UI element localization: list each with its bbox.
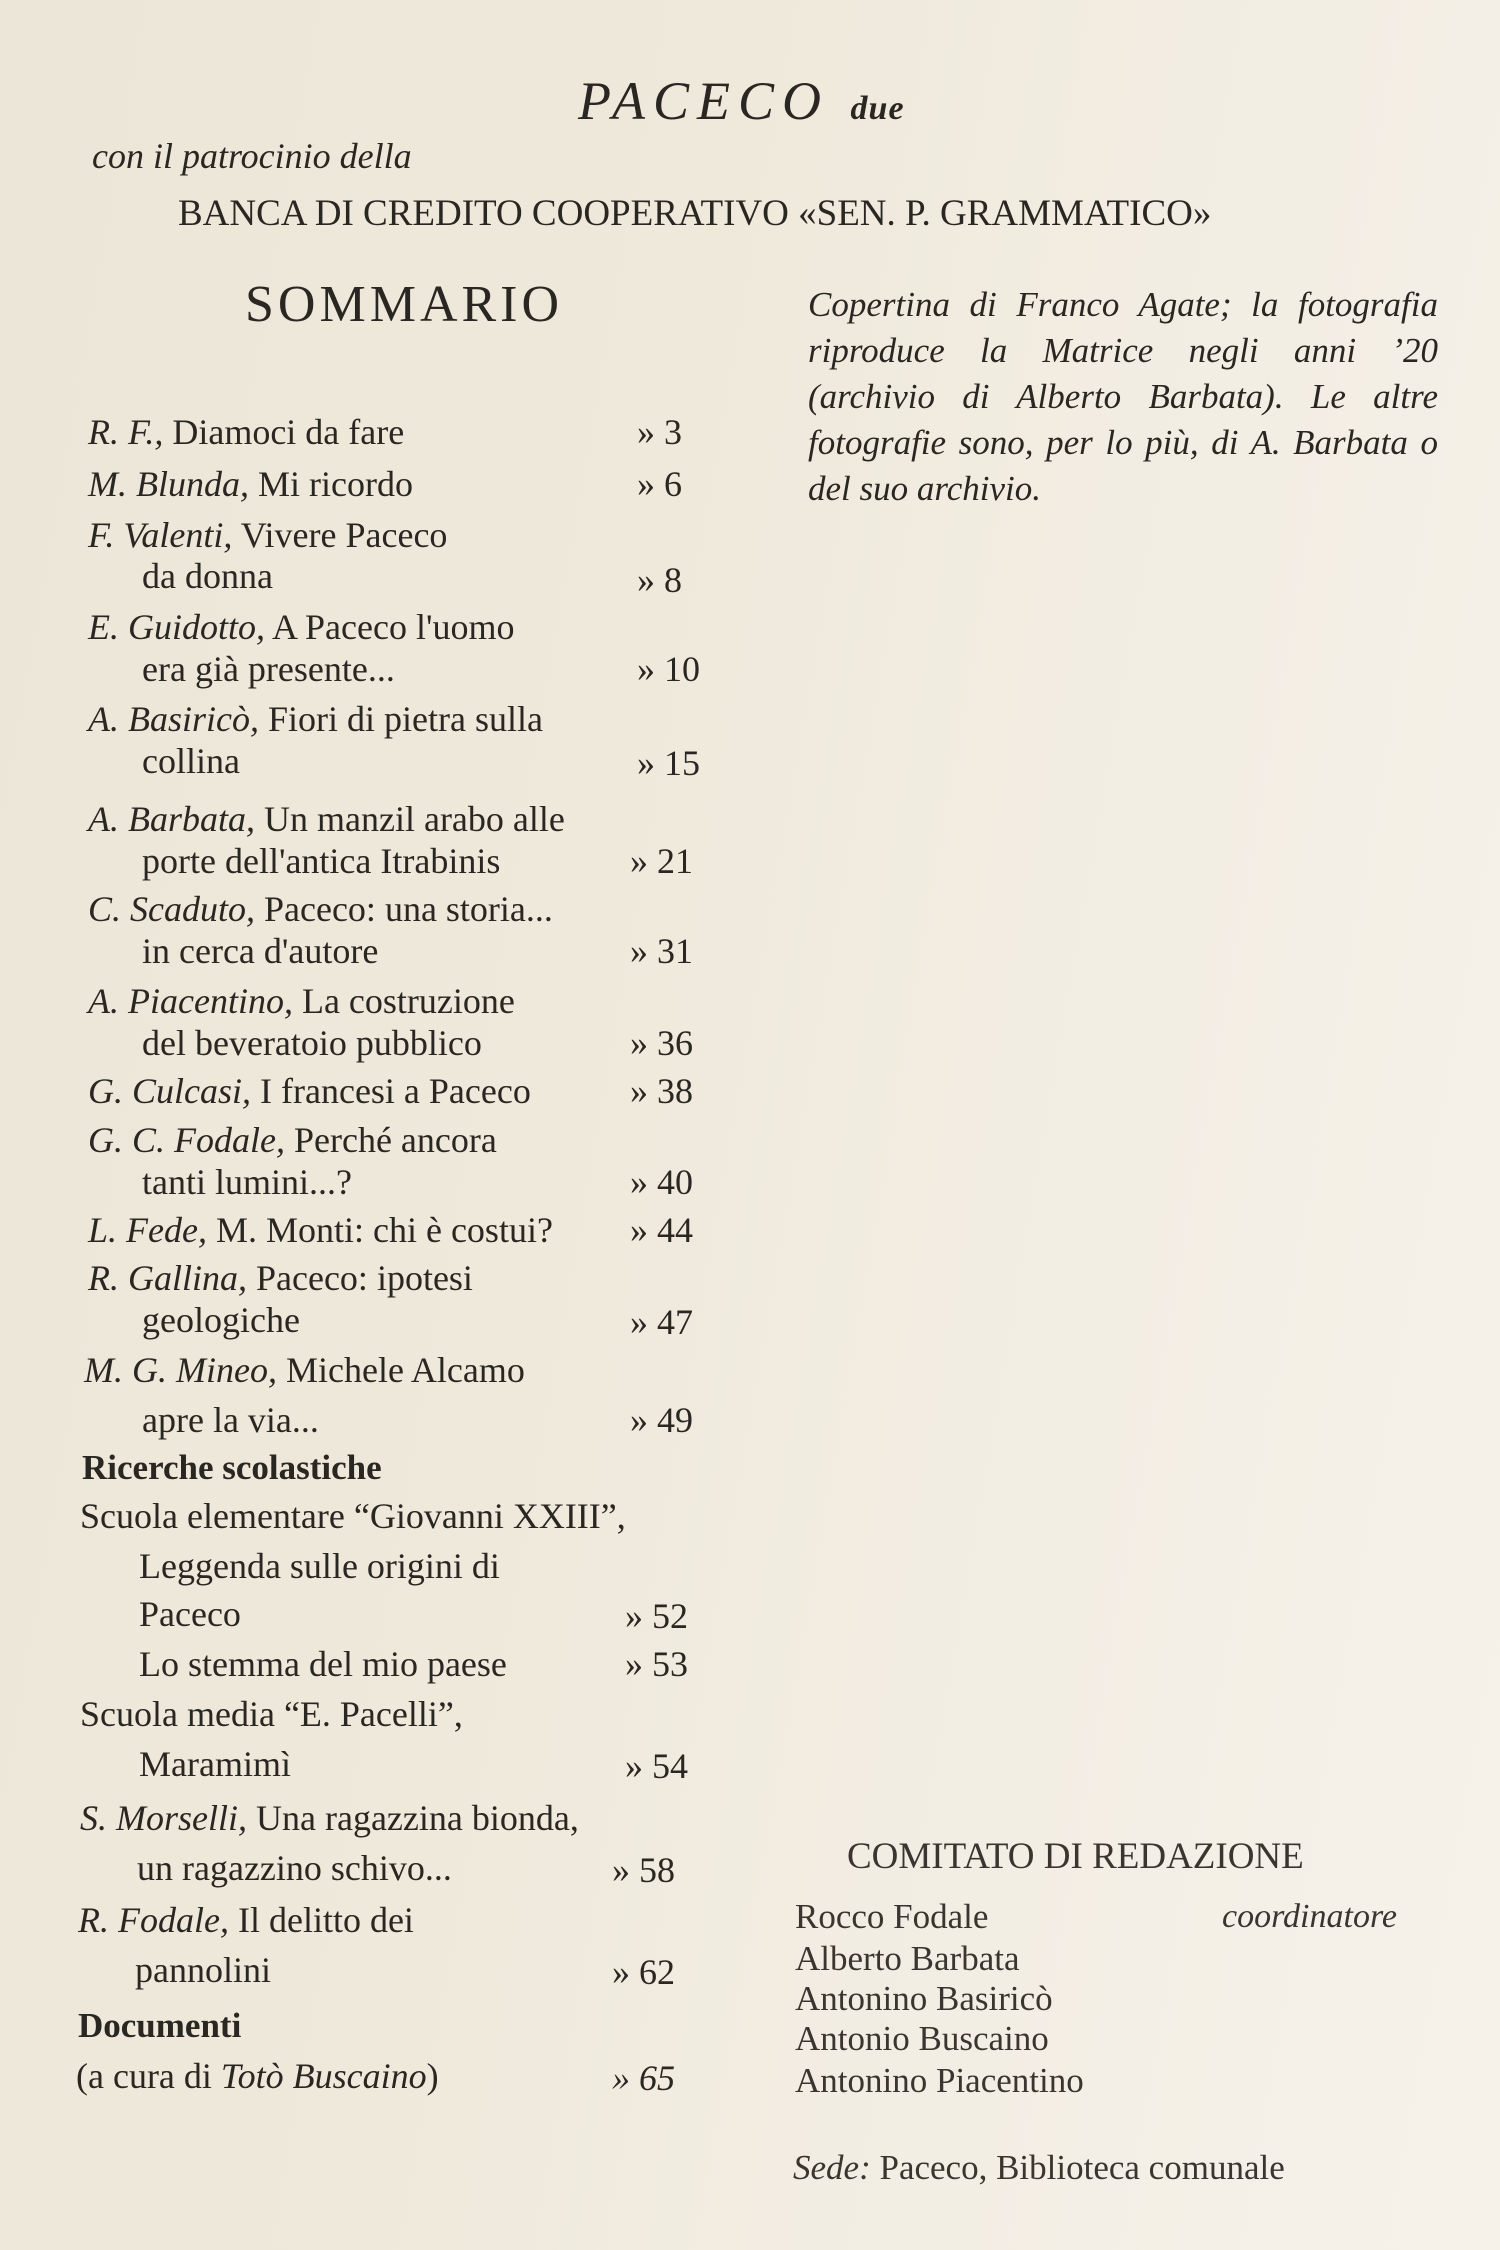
toc-title-cont: in cerca d'autore: [142, 931, 379, 971]
toc-title: Leggenda sulle origini di: [139, 1546, 500, 1586]
middle-school: Scuola media “E. Pacelli”,: [80, 1694, 463, 1734]
committee-member: Antonio Buscaino: [795, 2019, 1049, 2058]
toc-author: L. Fede,: [88, 1210, 207, 1250]
toc-title: Perché ancora: [293, 1120, 497, 1160]
seat-value: Paceco, Biblioteca comunale: [879, 2148, 1285, 2187]
toc-title-cont: un ragazzino schivo...: [137, 1848, 452, 1888]
toc-page: » 58: [612, 1850, 675, 1890]
toc-entry: [88, 797, 565, 841]
committee-member: Antonino Piacentino: [795, 2061, 1084, 2100]
toc-title-cont: Paceco: [139, 1594, 241, 1634]
toc-entry: [88, 410, 404, 454]
toc-title: Paceco: una storia...: [264, 889, 553, 929]
toc-page: » 8: [637, 560, 682, 600]
toc-author: R. Gallina,: [88, 1258, 247, 1298]
toc-entry: [78, 1898, 414, 1942]
toc-title: Lo stemma del mio paese: [139, 1644, 507, 1684]
toc-page: » 36: [630, 1023, 693, 1063]
toc-entry: [88, 1208, 553, 1252]
toc-author: R. F.,: [88, 412, 164, 452]
toc-author: M. Blunda,: [88, 464, 249, 504]
coordinator-label: coordinatore: [1222, 1898, 1398, 1935]
toc-entry: [88, 462, 413, 506]
toc-page: » 31: [630, 931, 693, 971]
toc-title: Diamoci da fare: [172, 412, 405, 452]
toc-entry: [80, 1796, 579, 1840]
committee-member: Antonino Basiricò: [795, 1979, 1053, 2018]
toc-page: » 38: [630, 1071, 693, 1111]
toc-author: R. Fodale,: [78, 1900, 229, 1940]
toc-title: Il delitto dei: [237, 1900, 414, 1940]
toc-title: Vivere Paceco: [240, 515, 448, 555]
toc-title: Una ragazzina bionda,: [256, 1798, 579, 1838]
toc-author: G. Culcasi,: [88, 1071, 252, 1111]
toc-author: M. G. Mineo,: [84, 1350, 277, 1390]
toc-entry: [88, 1069, 531, 1113]
toc-title-cont: geologiche: [142, 1300, 300, 1340]
committee-member: Alberto Barbata: [795, 1939, 1020, 1978]
toc-entry: [88, 1118, 497, 1162]
toc-author: E. Guidotto,: [88, 607, 265, 647]
toc-title-cont: del beveratoio pubblico: [142, 1023, 482, 1063]
toc-author: F. Valenti,: [88, 515, 233, 555]
toc-title-cont: collina: [142, 741, 240, 781]
toc-page: » 65: [612, 2058, 675, 2098]
toc-title: Maramimì: [139, 1744, 291, 1784]
toc-title-cont: tanti lumini...?: [142, 1162, 352, 1202]
toc-title: La costruzione: [301, 981, 515, 1021]
toc-title: Paceco: ipotesi: [256, 1258, 473, 1298]
school-research-heading: Ricerche scolastiche: [82, 1448, 382, 1487]
toc-entry: [88, 605, 514, 649]
toc-title-cont: da donna: [142, 556, 273, 596]
toc-title-cont: apre la via...: [142, 1400, 319, 1440]
documents-editor-line: (a cura di Totò Buscaino): [76, 2056, 439, 2096]
toc-title: Fiori di pietra sulla: [267, 699, 543, 739]
toc-page: » 47: [630, 1302, 693, 1342]
committee-heading: COMITATO DI REDAZIONE: [847, 1836, 1304, 1877]
toc-author: C. Scaduto,: [88, 889, 255, 929]
seat-label: Sede:: [793, 2148, 871, 2187]
toc-entry: [88, 887, 553, 931]
committee-member: Rocco Fodale: [795, 1897, 989, 1936]
toc-entry: [88, 697, 543, 741]
toc-entry: [84, 1348, 525, 1392]
toc-page: » 49: [630, 1400, 693, 1440]
toc-title: I francesi a Paceco: [260, 1071, 531, 1111]
toc-author: S. Morselli,: [80, 1798, 247, 1838]
summary-heading: SOMMARIO: [245, 276, 564, 333]
toc-page: » 3: [637, 412, 682, 452]
toc-author: A. Barbata,: [88, 799, 255, 839]
toc-author: A. Piacentino,: [88, 981, 293, 1021]
bank-name: BANCA DI CREDITO COOPERATIVO «SEN. P. GRAMMATICO»: [178, 193, 1212, 234]
documents-heading: Documenti: [78, 2006, 242, 2045]
title-suffix: due: [850, 90, 905, 127]
toc-title: Mi ricordo: [257, 464, 413, 504]
toc-title-cont: porte dell'antica Itrabinis: [142, 841, 501, 881]
toc-entry: [88, 1256, 473, 1300]
toc-entry: [88, 979, 515, 1023]
toc-page: » 53: [625, 1644, 688, 1684]
toc-author: G. C. Fodale,: [88, 1120, 285, 1160]
elementary-school: Scuola elementare “Giovanni XXIII”,: [80, 1496, 626, 1536]
toc-title-cont: pannolini: [135, 1950, 271, 1990]
toc-page: » 21: [630, 841, 693, 881]
toc-author: A. Basiricò,: [88, 699, 259, 739]
toc-title: A Paceco l'uomo: [272, 607, 515, 647]
toc-page: » 40: [630, 1162, 693, 1202]
toc-page: » 62: [612, 1952, 675, 1992]
cover-note: Copertina di Franco Agate; la fotografia riproduce la Matrice negli anni ’20 (archivio di Alberto Barbata). Le altre fotografie sono, per lo più, di A. Barbata o del suo archivio.: [808, 285, 1438, 508]
toc-page: » 54: [625, 1746, 688, 1786]
documents-editor: Totò Buscaino: [220, 2056, 427, 2096]
toc-title-cont: era già presente...: [142, 649, 395, 689]
toc-page: » 6: [637, 464, 682, 504]
toc-title: Michele Alcamo: [285, 1350, 525, 1390]
toc-page: » 44: [630, 1210, 693, 1250]
seat-line: [793, 2148, 1285, 2188]
publication-title: PACECO due: [578, 71, 905, 131]
toc-entry: [88, 513, 447, 557]
toc-page: » 10: [637, 649, 700, 689]
toc-page: » 15: [637, 743, 700, 783]
toc-title: M. Monti: chi è costui?: [215, 1210, 553, 1250]
patronage-line: con il patrocinio della: [92, 136, 412, 176]
toc-title: Un manzil arabo alle: [264, 799, 565, 839]
toc-page: » 52: [625, 1596, 688, 1636]
